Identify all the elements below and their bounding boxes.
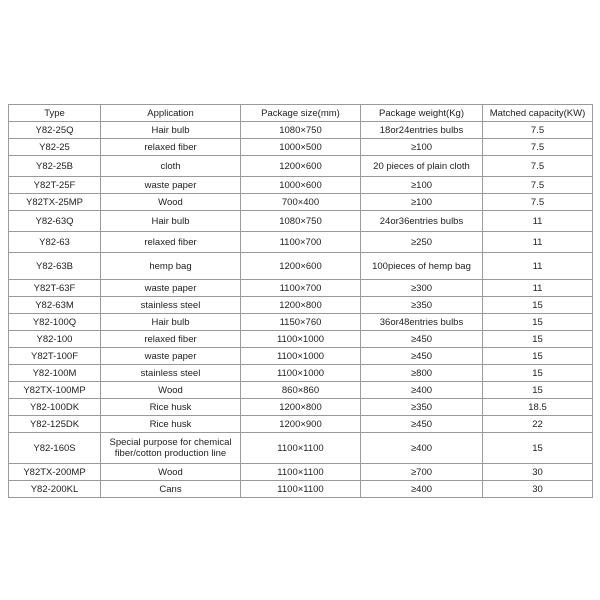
cell-type: Y82-160S bbox=[9, 433, 101, 464]
cell-capacity: 22 bbox=[483, 416, 593, 433]
cell-type: Y82-63Q bbox=[9, 211, 101, 232]
cell-capacity: 15 bbox=[483, 382, 593, 399]
table-row bbox=[9, 331, 593, 348]
table-row bbox=[9, 253, 593, 280]
table-row bbox=[9, 211, 593, 232]
cell-package-weight: ≥700 bbox=[361, 464, 483, 481]
cell-capacity: 11 bbox=[483, 211, 593, 232]
header-row bbox=[9, 105, 593, 122]
table-row bbox=[9, 156, 593, 177]
table-row bbox=[9, 139, 593, 156]
table-row bbox=[9, 365, 593, 382]
table-row bbox=[9, 177, 593, 194]
cell-package-weight: ≥300 bbox=[361, 280, 483, 297]
cell-capacity: 15 bbox=[483, 314, 593, 331]
cell-package-size: 1150×760 bbox=[241, 314, 361, 331]
cell-application: hemp bag bbox=[101, 253, 241, 280]
cell-application: stainless steel bbox=[101, 365, 241, 382]
cell-type: Y82TX-25MP bbox=[9, 194, 101, 211]
cell-application: Cans bbox=[101, 481, 241, 498]
cell-application: Hair bulb bbox=[101, 211, 241, 232]
cell-package-size: 1200×800 bbox=[241, 399, 361, 416]
table-row bbox=[9, 122, 593, 139]
table-row bbox=[9, 382, 593, 399]
cell-application: stainless steel bbox=[101, 297, 241, 314]
cell-package-size: 860×860 bbox=[241, 382, 361, 399]
table-row bbox=[9, 481, 593, 498]
cell-package-size: 1200×600 bbox=[241, 253, 361, 280]
cell-capacity: 7.5 bbox=[483, 122, 593, 139]
cell-package-size: 1000×500 bbox=[241, 139, 361, 156]
header-package-weight: Package weight(Kg) bbox=[361, 105, 483, 122]
cell-type: Y82-63B bbox=[9, 253, 101, 280]
cell-package-size: 1100×700 bbox=[241, 280, 361, 297]
cell-application: relaxed fiber bbox=[101, 232, 241, 253]
cell-application: Special purpose for chemical fiber/cotton production line bbox=[101, 433, 241, 464]
header-application: Application bbox=[101, 105, 241, 122]
header-type: Type bbox=[9, 105, 101, 122]
cell-package-weight: ≥250 bbox=[361, 232, 483, 253]
cell-type: Y82-200KL bbox=[9, 481, 101, 498]
cell-package-weight: ≥400 bbox=[361, 481, 483, 498]
cell-capacity: 11 bbox=[483, 232, 593, 253]
cell-application: waste paper bbox=[101, 348, 241, 365]
cell-type: Y82-25 bbox=[9, 139, 101, 156]
cell-capacity: 15 bbox=[483, 331, 593, 348]
table-row bbox=[9, 297, 593, 314]
cell-package-size: 1200×900 bbox=[241, 416, 361, 433]
cell-package-size: 1200×600 bbox=[241, 156, 361, 177]
specification-table bbox=[8, 104, 593, 498]
cell-package-weight: ≥400 bbox=[361, 433, 483, 464]
cell-capacity: 11 bbox=[483, 280, 593, 297]
cell-application: Wood bbox=[101, 194, 241, 211]
cell-application: relaxed fiber bbox=[101, 331, 241, 348]
cell-type: Y82-100Q bbox=[9, 314, 101, 331]
cell-capacity: 11 bbox=[483, 253, 593, 280]
cell-application: waste paper bbox=[101, 280, 241, 297]
table-row bbox=[9, 433, 593, 464]
cell-type: Y82-100M bbox=[9, 365, 101, 382]
cell-capacity: 30 bbox=[483, 481, 593, 498]
cell-application: waste paper bbox=[101, 177, 241, 194]
cell-capacity: 15 bbox=[483, 365, 593, 382]
cell-package-weight: ≥800 bbox=[361, 365, 483, 382]
header-package-size: Package size(mm) bbox=[241, 105, 361, 122]
cell-application: Rice husk bbox=[101, 416, 241, 433]
cell-package-weight: 100pieces of hemp bag bbox=[361, 253, 483, 280]
cell-package-size: 1100×1100 bbox=[241, 481, 361, 498]
cell-package-weight: 20 pieces of plain cloth bbox=[361, 156, 483, 177]
cell-capacity: 7.5 bbox=[483, 156, 593, 177]
cell-capacity: 7.5 bbox=[483, 139, 593, 156]
cell-package-size: 1200×800 bbox=[241, 297, 361, 314]
cell-package-size: 1080×750 bbox=[241, 122, 361, 139]
cell-package-size: 1100×1000 bbox=[241, 365, 361, 382]
cell-package-weight: ≥400 bbox=[361, 382, 483, 399]
cell-type: Y82T-25F bbox=[9, 177, 101, 194]
cell-package-weight: ≥350 bbox=[361, 297, 483, 314]
cell-package-weight: ≥450 bbox=[361, 348, 483, 365]
cell-package-weight: 24or36entries bulbs bbox=[361, 211, 483, 232]
table-row bbox=[9, 464, 593, 481]
cell-package-size: 1100×1000 bbox=[241, 331, 361, 348]
cell-type: Y82TX-100MP bbox=[9, 382, 101, 399]
cell-type: Y82-63 bbox=[9, 232, 101, 253]
cell-package-weight: ≥350 bbox=[361, 399, 483, 416]
cell-type: Y82-63M bbox=[9, 297, 101, 314]
cell-package-weight: ≥100 bbox=[361, 177, 483, 194]
cell-type: Y82-100DK bbox=[9, 399, 101, 416]
table-row bbox=[9, 399, 593, 416]
table-row bbox=[9, 280, 593, 297]
cell-capacity: 15 bbox=[483, 348, 593, 365]
cell-application: cloth bbox=[101, 156, 241, 177]
cell-package-size: 700×400 bbox=[241, 194, 361, 211]
cell-capacity: 18.5 bbox=[483, 399, 593, 416]
cell-package-weight: ≥100 bbox=[361, 194, 483, 211]
cell-application: Wood bbox=[101, 464, 241, 481]
table-row bbox=[9, 348, 593, 365]
table-row bbox=[9, 194, 593, 211]
cell-type: Y82T-63F bbox=[9, 280, 101, 297]
cell-package-size: 1100×1100 bbox=[241, 464, 361, 481]
cell-application: relaxed fiber bbox=[101, 139, 241, 156]
cell-package-size: 1100×1100 bbox=[241, 433, 361, 464]
cell-package-size: 1100×700 bbox=[241, 232, 361, 253]
header-matched-capacity: Matched capacity(KW) bbox=[483, 105, 593, 122]
cell-type: Y82-100 bbox=[9, 331, 101, 348]
cell-capacity: 7.5 bbox=[483, 194, 593, 211]
cell-type: Y82-125DK bbox=[9, 416, 101, 433]
cell-capacity: 30 bbox=[483, 464, 593, 481]
cell-capacity: 15 bbox=[483, 433, 593, 464]
cell-type: Y82-25B bbox=[9, 156, 101, 177]
cell-package-weight: 36or48entries bulbs bbox=[361, 314, 483, 331]
cell-application: Rice husk bbox=[101, 399, 241, 416]
cell-type: Y82T-100F bbox=[9, 348, 101, 365]
cell-type: Y82TX-200MP bbox=[9, 464, 101, 481]
table-row bbox=[9, 416, 593, 433]
cell-package-size: 1000×600 bbox=[241, 177, 361, 194]
cell-type: Y82-25Q bbox=[9, 122, 101, 139]
table-row bbox=[9, 314, 593, 331]
cell-package-weight: ≥450 bbox=[361, 331, 483, 348]
cell-application: Wood bbox=[101, 382, 241, 399]
table-row bbox=[9, 232, 593, 253]
cell-application: Hair bulb bbox=[101, 122, 241, 139]
cell-package-weight: 18or24entries bulbs bbox=[361, 122, 483, 139]
cell-capacity: 15 bbox=[483, 297, 593, 314]
cell-capacity: 7.5 bbox=[483, 177, 593, 194]
cell-package-weight: ≥450 bbox=[361, 416, 483, 433]
cell-application: Hair bulb bbox=[101, 314, 241, 331]
cell-package-size: 1080×750 bbox=[241, 211, 361, 232]
cell-package-size: 1100×1000 bbox=[241, 348, 361, 365]
cell-package-weight: ≥100 bbox=[361, 139, 483, 156]
